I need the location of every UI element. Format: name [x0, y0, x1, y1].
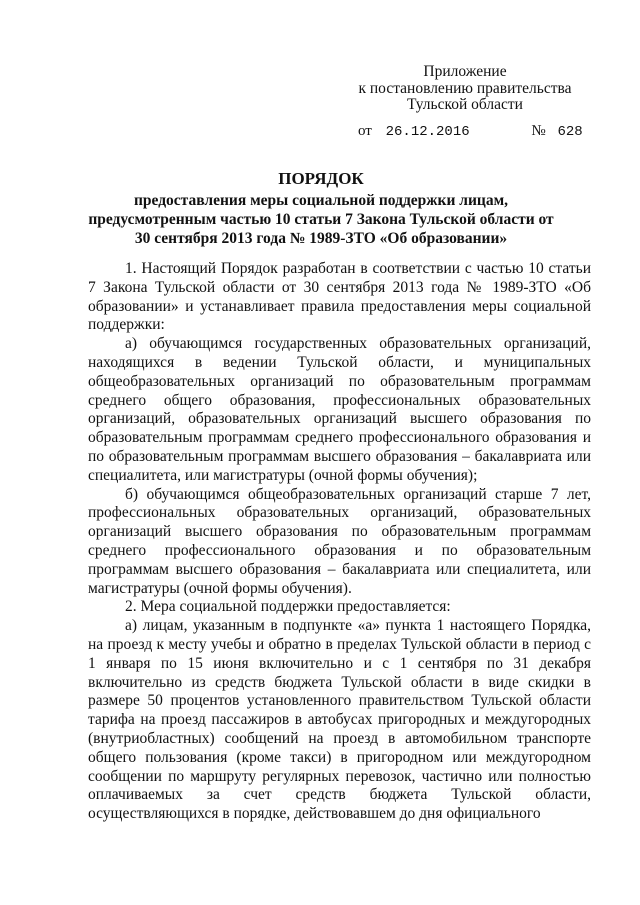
document-title: ПОРЯДОК — [278, 169, 364, 188]
document-body — [88, 260, 591, 824]
paragraph-1b: б) обучающимся общеобразовательных организаций старше 7 лет, профессиональных образовательных организаций, образовательных организаций высшего образования по образовательным программам среднего профессионального образования и по образовательным программам высшего образования – бакалавриата или специалитета, или магистратуры (очной формы обучения). — [88, 485, 591, 597]
number-label: № — [531, 123, 546, 139]
paragraph-2: 2. Мера социальной поддержки предоставляется: — [125, 598, 451, 616]
date-prefix: от — [358, 123, 372, 139]
document-number: 628 — [557, 124, 583, 140]
paragraph-1: 1. Настоящий Порядок разработан в соответствии с частью 10 статьи 7 Закона Тульской области от 30 сентября 2013 года № 1989-ЗТО «Об образовании» и устанавливает правила предоставления меры социальной поддержки: — [88, 260, 591, 334]
appendix-block — [340, 64, 590, 114]
date-number-line — [358, 123, 583, 140]
paragraph-2a: а) лицам, указанным в подпункте «а» пункта 1 настоящего Порядка, на проезд к месту учебы и обратно в пределах Тульской области в период с 1 января по 15 июня включительно и с 1 сентября по 31 декабря включительно из средств бюджета Тульской области в виде скидки в размере 50 процентов установленного правительством Тульской области тарифа на проезд пассажиров в автобусах пригородных и междугородных (внутриобластных) сообщений на проезд в автомобильном транспорте общего пользования (кроме такси) в пригородном или междугородном сообщении по маршруту регулярных перевозок, частично или полностью оплачиваемых за счет средств бюджета Тульской области, осуществляющихся в порядке, действовавшем до дня официального — [88, 617, 591, 823]
appendix-line-3: Тульской области — [407, 96, 523, 113]
paragraph-1a: а) обучающимся государственных образовательных организаций, находящихся в ведении Тульской области, и муниципальных общеобразовательных организаций по образовательным программам среднего общего образования, профессиональных образовательных организаций, образовательных организаций высшего образования по образовательным программам среднего профессионального образования и по образовательным программам высшего образования – бакалавриата или специалитета, или магистратуры (очной формы обучения); — [88, 335, 591, 484]
document-subtitle: предоставления меры социальной поддержки лицам, предусмотренным частью 10 статьи 7 Закона Тульской области от 30 сентября 2013 года № 1989-ЗТО «Об образовании» — [88, 192, 554, 247]
document-date: 26.12.2016 — [385, 124, 470, 140]
appendix-line-2: к постановлению правительства — [358, 79, 572, 97]
appendix-line-1: Приложение — [423, 63, 507, 80]
